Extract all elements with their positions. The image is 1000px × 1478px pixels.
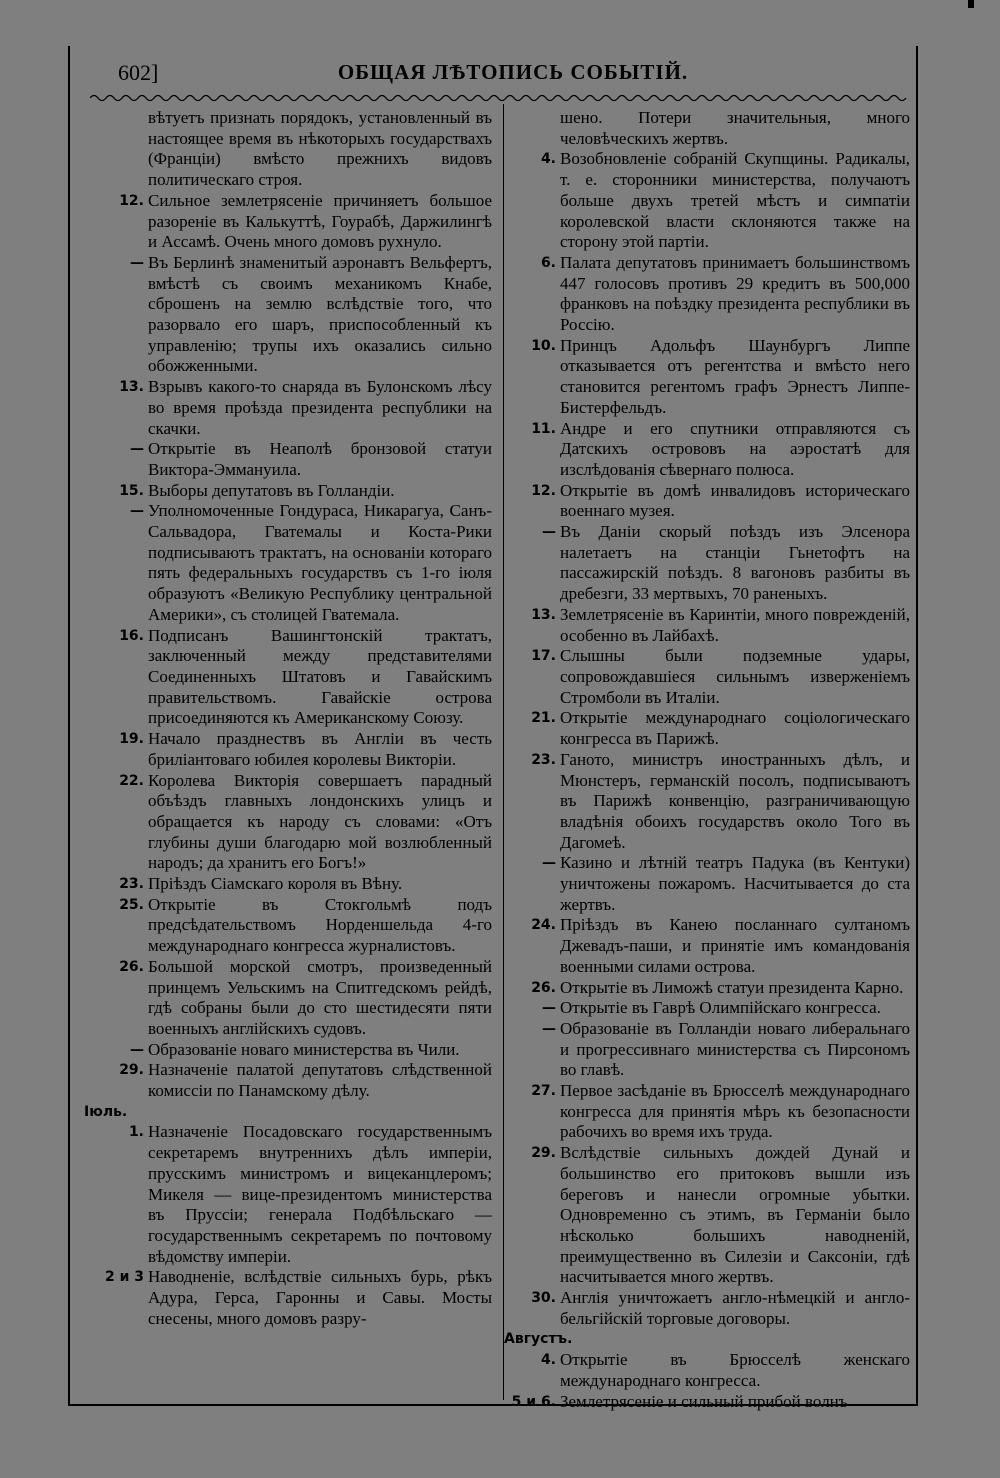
entry-text: Вслѣдствіе сильныхъ дождей Дунай и большинство его притоковъ вышли изъ береговъ и нанесли огромные убытки. Одновременно съ этимъ, въ Германіи было нѣсколько большихъ наводненій, преимущественно въ Силезіи и Саксоніи, гдѣ насчитывается много жертвъ. <box>560 1143 910 1287</box>
entry-text: Палата депутатовъ принимаетъ большинствомъ 447 голосовъ противъ 29 кредитъ въ 500,000 франковъ на поѣздку президента республики въ Россію. <box>560 252 910 335</box>
chronicle-entry <box>504 419 910 481</box>
entry-date: 22. <box>119 772 144 789</box>
chronicle-entry <box>504 708 910 749</box>
header-wavy-rule <box>90 93 908 103</box>
entry-date: — <box>542 524 556 541</box>
entry-text: Землетрясеніе въ Каринтіи, много поврежденій, особенно въ Лайбахѣ. <box>560 604 910 645</box>
entry-text: Первое засѣданіе въ Брюсселѣ международнаго конгресса для принятія мѣръ къ безопасности рабочихъ во время ихъ труда. <box>560 1081 910 1142</box>
chronicle-entry <box>84 253 492 377</box>
entry-date: — <box>130 1041 144 1058</box>
entry-text: Назначеніе Посадовскаго государственнымъ секретаремъ внутреннихъ дѣлъ имперіи, прусскимъ министромъ и вицеканцлеромъ; Микеля — вице-президентомъ министерства въ Пруссіи; генерала Подбѣльскаго — государственнымъ секретаремъ по почтовому вѣдомству имперіи. <box>148 1122 492 1266</box>
chronicle-entry <box>504 149 910 253</box>
chronicle-entry <box>504 522 910 605</box>
chronicle-entry <box>84 191 492 253</box>
entry-date: 12. <box>531 482 556 499</box>
entry-date: 13. <box>531 606 556 623</box>
chronicle-entry <box>504 605 910 646</box>
chronicle-entry <box>504 750 910 854</box>
entry-text: Англія уничтожаетъ англо-нѣмецкій и англо-бельгійскій торговые договоры. <box>560 1288 910 1328</box>
entry-text: Начало празднествъ въ Англіи въ честь бриліантоваго юбилея королевы Викторіи. <box>148 729 492 769</box>
entry-date: 30. <box>531 1290 556 1307</box>
month-heading-july: Іюль. <box>84 1103 128 1120</box>
entry-date: 16. <box>119 627 144 644</box>
entry-text: Сильное землетрясеніе причиняетъ большое разореніе въ Калькуттѣ, Гоурабѣ, Даржилингѣ и Ассамѣ. Очень много домовъ рухнуло. <box>148 190 492 252</box>
entry-date: 25. <box>119 896 144 913</box>
june-entries <box>84 191 492 1102</box>
chronicle-entry <box>504 1143 910 1288</box>
entry-text: Уполномоченные Гондураса, Никарагуа, Санъ-Сальвадора, Гватемалы и Коста-Рики подписываютъ трактатъ, на основаніи котораго пять федеральныхъ государствъ съ 1-го іюля образуютъ «Великую Республику центральной Америки», съ столицей Гватемала. <box>148 501 492 624</box>
entry-date: 29. <box>531 1145 556 1162</box>
bottom-rule <box>70 1404 918 1409</box>
entry-date: 26. <box>119 958 144 975</box>
chronicle-entry <box>84 501 492 625</box>
entry-text: Открытіе международнаго соціологическаго конгресса въ Парижѣ. <box>560 708 910 749</box>
entry-text: Образованіе въ Голландіи новаго либеральнаго и прогрессивнаго министерства съ Пирсономъ во главѣ. <box>560 1018 910 1080</box>
entry-date: 29. <box>119 1062 144 1079</box>
chronicle-entry <box>84 626 492 730</box>
chronicle-entry <box>84 729 492 770</box>
entry-date: 19. <box>119 731 144 748</box>
entry-text: Въ Берлинѣ знаменитый аэронавтъ Вельфертъ, вмѣстѣ съ своимъ механикомъ Кнабе, сброшенъ на землю вслѣдствіе того, что разорвало его шаръ, приспособленный къ управленію; трупы ихъ оказались сильно обожженными. <box>148 252 492 376</box>
entry-text: Открытіе въ Брюсселѣ женскаго международнаго конгресса. <box>560 1350 910 1390</box>
chronicle-entry <box>504 915 910 977</box>
july-entries <box>84 1122 492 1329</box>
entry-text: Королева Викторія совершаетъ парадный объѣздъ главныхъ лондонскихъ улицъ и обращается къ народу съ словами: «Отъ глубины души благодарю мой возлюбленный народъ; да хранитъ его Богъ!» <box>148 770 492 873</box>
chronicle-entry <box>504 336 910 419</box>
chronicle-entry <box>504 998 910 1019</box>
entry-text: Открытіе въ Лиможѣ статуи президента Карно. <box>560 977 904 997</box>
chronicle-entry <box>84 1040 492 1061</box>
entry-text: Назначеніе палатой депутатовъ слѣдственной комиссіи по Панамскому дѣлу. <box>148 1060 492 1101</box>
entry-text: Большой морской смотръ, произведенный принцемъ Уельскимъ на Спитгедскомъ рейдѣ, гдѣ собраны были до сто шестидесяти пяти военныхъ англійскихъ судовъ. <box>148 956 492 1038</box>
july-entries <box>504 149 910 1329</box>
chronicle-entry <box>504 1019 910 1081</box>
chronicle-entry <box>504 978 910 999</box>
entry-date: — <box>130 254 144 271</box>
entry-text: Возобновленіе собраній Скупщины. Радикалы, т. е. сторонники министерства, получаютъ больше двухъ третей мѣстъ и симпатіи королевской власти склоняются также на сторону этой партіи. <box>560 149 910 252</box>
entry-text: Взрывъ какого-то снаряда въ Булонскомъ лѣсу во время проѣзда президента республики на скачки. <box>148 377 492 438</box>
entry-date: — <box>130 503 144 520</box>
entry-text: Землетрясеніе и сильный прибой волнъ <box>560 1391 848 1411</box>
entry-date: 27. <box>531 1083 556 1100</box>
chronicle-entry <box>84 377 492 439</box>
entry-date: 11. <box>531 420 556 437</box>
chronicle-entry <box>504 1350 910 1391</box>
chronicle-entry <box>504 1392 910 1413</box>
chronicle-entry <box>504 253 910 336</box>
entry-date: 4. <box>540 1352 556 1369</box>
entry-date: 12. <box>119 192 144 209</box>
chronicle-entry <box>504 646 910 708</box>
entry-date: 26. <box>531 979 556 996</box>
left-column <box>84 108 492 1329</box>
entry-text: Казино и лѣтній театръ Падука (въ Кентуки) уничтожены пожаромъ. Насчитывается до ста жертвъ. <box>560 853 910 914</box>
entry-text: Въ Даніи скорый поѣздъ изъ Элсенора налетаетъ на станціи Гьнетофтъ на пассажирскій поѣздъ. 8 вагоновъ разбиты въ дребезги, 33 мертвыхъ, 70 раненыхъ. <box>560 522 910 604</box>
entry-date: — <box>130 441 144 458</box>
chronicle-entry <box>84 1122 492 1267</box>
chronicle-entry <box>504 481 910 522</box>
entry-date: 1. <box>128 1124 144 1141</box>
entry-date: — <box>542 1000 556 1017</box>
entry-text: Наводненіе, вслѣдствіе сильныхъ бурь, рѣкъ Адура, Герса, Гаронны и Савы. Мосты снесены, много домовъ разру- <box>148 1267 492 1328</box>
chronicle-entry <box>504 1081 910 1143</box>
chronicle-entry <box>84 957 492 1040</box>
entry-date: 6. <box>540 254 556 271</box>
entry-date: — <box>542 1020 556 1037</box>
chronicle-entry <box>84 1060 492 1101</box>
entry-date: 21. <box>531 710 556 727</box>
chronicle-entry <box>84 481 492 502</box>
chronicle-entry <box>504 853 910 915</box>
entry-text: Образованіе новаго министерства въ Чили. <box>148 1039 460 1059</box>
entry-text: Принцъ Адольфъ Шаунбургъ Липпе отказывается отъ регентства и вмѣсто него становится регентомъ графъ Эрнестъ Липпе-Бистерфельдъ. <box>560 335 910 417</box>
entry-text: Ганото, министръ иностранныхъ дѣлъ, и Мюнстеръ, германскій посолъ, подписываютъ въ Парижѣ конвенцію, разграничивающую владѣнія обоихъ государствъ около Того въ Дагомеѣ. <box>560 749 910 852</box>
entry-date: 17. <box>531 648 556 665</box>
entry-date: 23. <box>119 876 144 893</box>
chronicle-entry <box>84 771 492 875</box>
entry-text: Андре и его спутники отправляются съ Датскихъ острововъ на аэростатѣ для изслѣдованія сѣвернаго полюса. <box>560 418 910 479</box>
entry-text: Открытіе въ Неаполѣ бронзовой статуи Виктора-Эммануила. <box>148 439 492 479</box>
chronicle-entry <box>84 895 492 957</box>
chronicle-entry <box>84 439 492 480</box>
entry-date: 4. <box>540 151 556 168</box>
continued-entry: шено. Потери значительныя, много человѣческихъ жертвъ. <box>560 108 910 148</box>
page-number: 602] <box>118 60 159 85</box>
august-entries <box>504 1350 910 1412</box>
month-heading-august: Августъ. <box>504 1331 573 1348</box>
page-header <box>118 60 908 94</box>
right-column <box>504 108 910 1412</box>
entry-text: Пріѣздъ Сіамскаго короля въ Вѣну. <box>148 874 403 894</box>
chronicle-entry <box>84 874 492 895</box>
entry-text: Открытіе въ домѣ инвалидовъ историческаго военнаго музея. <box>560 480 910 521</box>
entry-text: Открытіе въ Гаврѣ Олимпійскаго конгресса. <box>560 998 881 1018</box>
chronicle-entry <box>504 1288 910 1329</box>
entry-text: Пріѣздъ въ Канею посланнаго султаномъ Джевадъ-паши, и принятіе имъ командованія военными силами острова. <box>560 915 910 976</box>
entry-text: Выборы депутатовъ въ Голландіи. <box>148 480 395 500</box>
entry-text: Слышны были подземные удары, сопровождавшіеся сильнымъ изверженіемъ Стромболи въ Италіи. <box>560 646 910 707</box>
page-corner-mark <box>968 0 974 8</box>
page-title: ОБЩАЯ ЛѢТОПИСЬ СОБЫТІЙ. <box>337 60 689 84</box>
entry-date: — <box>542 855 556 872</box>
entry-date: 23. <box>531 751 556 768</box>
chronicle-entry <box>84 1267 492 1329</box>
entry-date: 5 и 6. <box>511 1393 556 1410</box>
entry-text: Подписанъ Вашингтонскій трактатъ, заключенный между представителями Соединенныхъ Штатовъ и Гавайскимъ правительствомъ. Гавайскіе острова присоединяются къ Американскому Союзу. <box>148 625 492 728</box>
entry-date: 10. <box>531 337 556 354</box>
continued-entry: вѣтуетъ признать порядокъ, установленный въ настоящее время въ нѣкоторыхъ государствахъ (Франціи) вмѣсто прежнихъ видовъ политическаго строя. <box>148 108 492 190</box>
entry-date: 13. <box>119 379 144 396</box>
entry-date: 24. <box>531 917 556 934</box>
entry-date: 2 и 3 <box>104 1269 144 1286</box>
entry-date: 15. <box>119 482 144 499</box>
entry-text: Открытіе въ Стокгольмѣ подъ предсѣдательствомъ Норденшельда 4-го международнаго конгресса журналистовъ. <box>148 894 492 956</box>
